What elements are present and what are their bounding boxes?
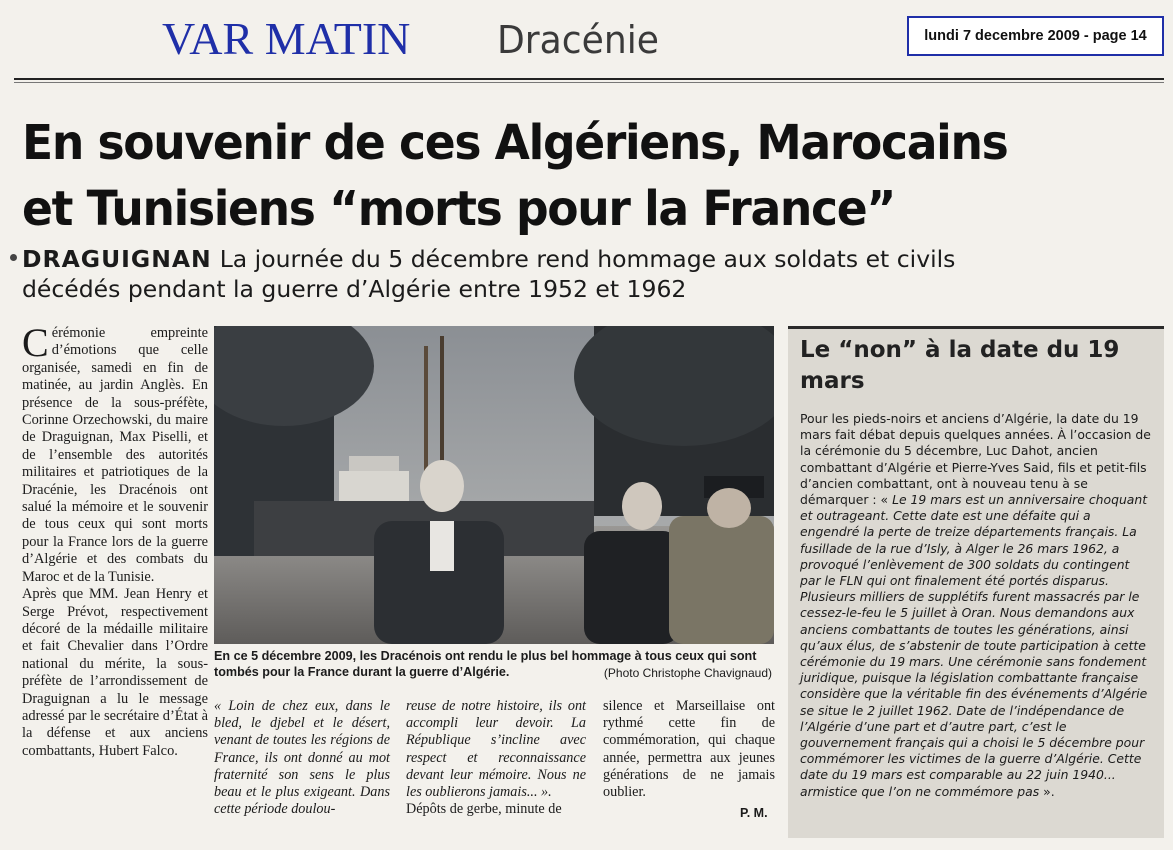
article-column-3 <box>406 698 586 818</box>
section-name: Dracénie <box>497 18 659 62</box>
column-1-paragraph-1: érémonie empreinte d’émotions que celle organisée, samedi en fin de matinée, au jardin Anglès. En présence de la sous-préfète, Corinne Orzechowski, du maire de Draguignan, Max Piselli, et de l’ensemble des autorités militaires et patriotiques de la Dracénie, les Dracénois ont salué la mémoire et le souvenir de tous ceux qui sont morts pour la France lors de la guerre d’Algérie et des combats du Maroc et de la Tunisie. <box>22 325 208 585</box>
masthead-rule-thin <box>14 82 1164 83</box>
sidebar-title: Le “non” à la date du 19 mars <box>800 337 1120 394</box>
article-column-4 <box>603 698 775 801</box>
drop-cap: C <box>22 320 49 365</box>
author-initials: P. M. <box>740 806 768 820</box>
masthead-rule <box>14 78 1164 80</box>
deck-line-1: La journée du 5 décembre rend hommage aux soldats et civils <box>219 245 956 273</box>
article-column-2: « Loin de chez eux, dans le bled, le djebel et le désert, venant de toutes les régions de France, ils ont donné au mot fraternité son sens le plus beau et le plus exigeant. Dans cette période doulou- <box>214 698 390 818</box>
photo-caption <box>214 648 774 680</box>
date-page-text: lundi 7 decembre 2009 - page 14 <box>924 28 1147 44</box>
sidebar-body <box>800 411 1152 800</box>
deck-line-2: décédés pendant la guerre d’Algérie entre 1952 et 1962 <box>22 275 687 303</box>
bleed-through-texture <box>700 22 910 62</box>
ceremony-photo <box>214 326 774 644</box>
sidebar-intro: Pour les pieds-noirs et anciens d’Algérie, la date du 19 mars fait débat depuis quelques années. À l’occasion de la cérémonie du 5 décembre, Luc Dahot, ancien combattant d’Algérie et Pierre-Yves Said, fils et petit-fils d’ancien combattant, ont à nouveau tenu à se démarquer : « <box>800 411 1151 508</box>
newspaper-title: VAR MATIN <box>162 13 411 64</box>
sidebar-outro: ». <box>1043 783 1055 799</box>
article-headline <box>22 110 1162 242</box>
sidebar-quote: Le 19 mars est un anniversaire choquant et outrageant. Cette date est une défaite qui a engendré la perte de treize départements français. La fusillade de la rue d’Isly, à Alger le 26 mars 1962, a provoqué l’enlèvement de 300 soldats du contingent par le FLN qui ont finalement été portés disparus. Plusieurs milliers de supplétifs furent massacrés par le cessez-le-feu le 5 juillet à Oran. Nous demandons aux anciens combattants de toutes les générations, ainsi qu’aux élus, de s’abstenir de toute participation à cette cérémonie du 19 mars. Une cérémonie sans fondement juridique, puisque la législation combattante française considère que la véritable fin des événements d’Algérie se situe le 2 juillet 1962. Date de l’indépendance de l’Algérie d’une part et d’autre part, c’est le gouvernement français qui a choisi le 5 décembre pour commémorer les victimes de la guerre d’Algérie. Cette date du 19 mars est comparable au 22 juin 1940... armistice que l’on ne commémore pas <box>800 492 1148 799</box>
ceremony-photo-illustration <box>214 326 774 644</box>
dateline-bullet <box>10 254 17 261</box>
column-3-plain: Dépôts de gerbe, minute de <box>406 801 562 818</box>
article-deck <box>22 244 1142 304</box>
column-1-paragraph-2: Après que MM. Jean Henry et Serge Prévot, respectivement décoré de la médaille militaire et fait Chevalier dans l’Ordre national du mérite, la sous-préfète de l’arrondissement de Draguignan a lu le message adressé par le secrétaire d’État à la défense et aux anciens combattants, Hubert Falco. <box>22 586 208 759</box>
sidebar-box <box>788 326 1164 838</box>
date-page-box <box>907 16 1164 56</box>
caption-text: En ce 5 décembre 2009, les Dracénois ont rendu le plus bel hommage à tous ceux qui sont tombés pour la France durant la guerre d’Algérie. <box>214 649 757 679</box>
headline-line-2: et Tunisiens “morts pour la France” <box>22 181 895 237</box>
photo-credit: (Photo Christophe Chavignaud) <box>603 666 772 680</box>
article-column-1 <box>22 320 208 760</box>
dateline: DRAGUIGNAN <box>22 245 212 273</box>
headline-line-1: En souvenir de ces Algériens, Marocains <box>22 115 1008 171</box>
column-3-italic: reuse de notre histoire, ils ont accompli leur devoir. La République s’incline avec respect et reconnaissance devant leur mémoire. Nous ne les oublierons jamais... ». <box>406 698 586 801</box>
column-4-text: silence et Marseillaise ont rythmé cette fin de commémoration, qui chaque année, permettra aux jeunes générations de ne jamais oublier. <box>603 698 775 801</box>
